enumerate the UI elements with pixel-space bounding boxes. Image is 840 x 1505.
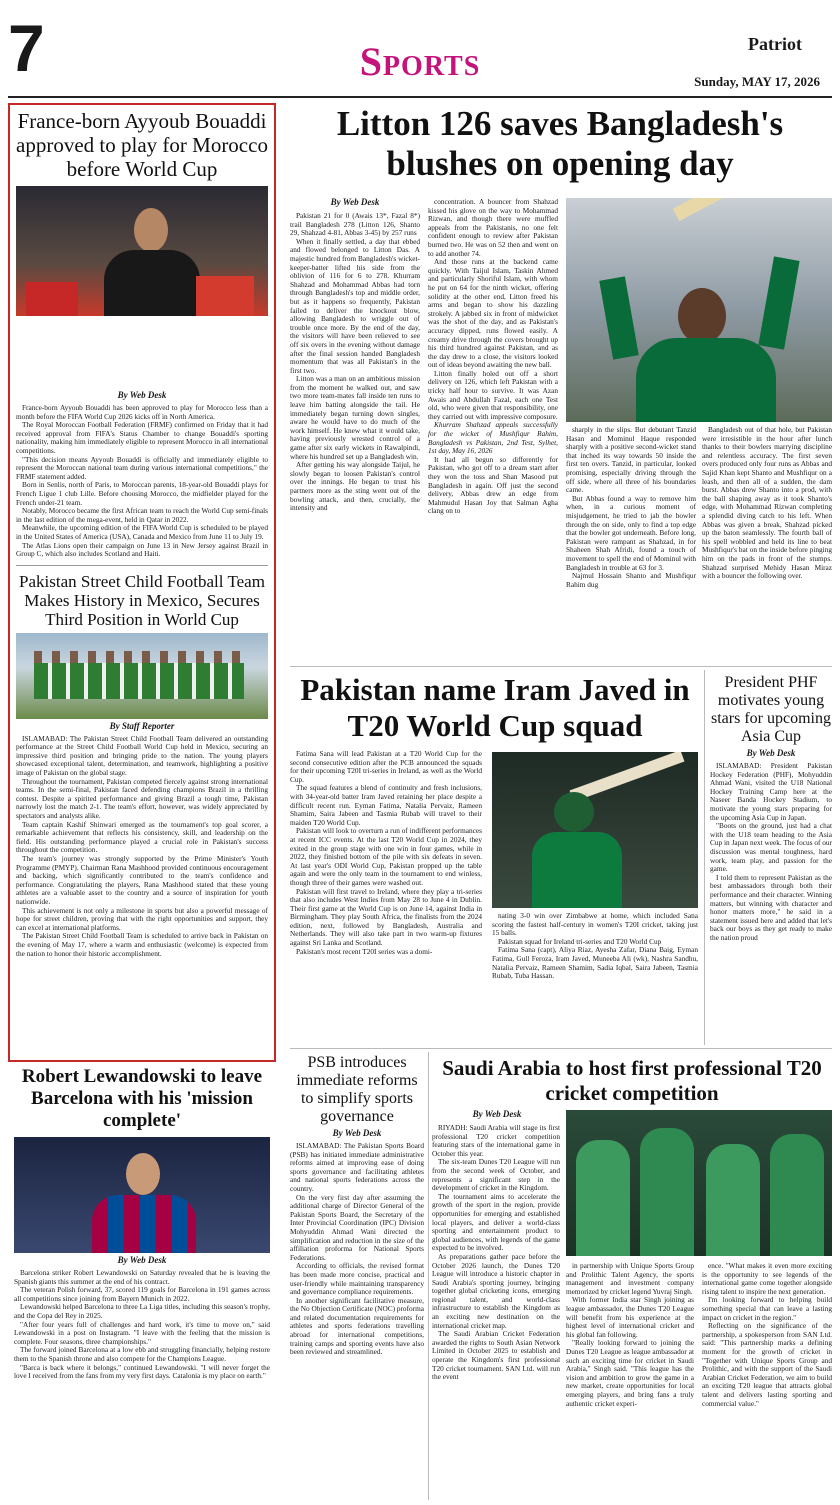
paragraph: With former India star Singh joining as league ambassador, the Dunes T20 League will benefit from his experience at the highest level of international cricket and his global fan following. [566,1295,694,1339]
section-title: Sports [359,39,481,84]
paragraph: Team captain Kashif Shinwari emerged as the tournament's top goal scorer, a remarkable achievement that reflects his consistency, skill, and leadership on the field. His outstanding performance played a crucial role in Pakistan's success throughout the competition. [16,819,268,855]
article-lewandowski [8,1060,276,1500]
paragraph: Born in Senlis, north of Paris, to Moroccan parents, 18-year-old Bouaddi plays for French Ligue 1 club Lille. Before choosing Morocco, the midfielder played for the French under-21 team. [16,480,268,507]
paragraph: "Boots on the ground, just had a chat with the U18 team heading to the Asia Cup in Japan next week. The focus of our discussion was mental toughness, hard work, team play, and passion for the game. [710,821,832,874]
saudi-cricket-players-photo [566,1110,832,1256]
paragraph: The Royal Moroccan Football Federation (FRMF) confirmed on Friday that it had received approval from FIFA's Status Chamber to change Bouaddi's sporting nationality, making him immediately eligible to represent Morocco in all international competitions. [16,420,268,455]
paragraph: Litton finally holed out off a short delivery on 126, which left Pakistan with a tricky half hour to survive. It was Azan Awais and Abdullah Fazal, each one Test old, who were given that responsibility, one they carried out with impressive composure. [428,368,558,421]
brand-logo: Patriot [748,34,802,54]
paragraph: The Saudi Arabian Cricket Federation awarded the rights to South Asian Network Limited in October 2025 to establish and operate the Kingdom's first professional T20 cricket tournament. SAN Ltd. will run the event [432,1329,560,1382]
byline: By Web Desk [330,197,380,207]
paragraph: The veteran Polish forward, 37, scored 119 goals for Barcelona in 191 games across all competitions since joining from Bayern Munich in 2022. [14,1285,270,1303]
article-body-col-1 [290,212,420,513]
paragraph: But Abbas found a way to remove him when, in a curious moment of misjudgement, he tried to jab the bowler through the on side, only to find a top edge that the bowler got underneath. Before long, Pakistan were rampant as Shahzad, in for Shaheen Shah Afridi, found a touch of movement to spell the end of Mominul with Bangladesh in trouble at 63 for 3. [566,493,696,572]
cricket-batter-photo [492,752,698,908]
article-body-col-2 [492,912,698,981]
article-body-col-2 [566,1262,694,1408]
paragraph: According to officials, the revised format has been made more concise, practical and user-friendly while maintaining transparency and governance compliance requirements. [290,1261,424,1297]
article-phf [710,674,832,942]
masthead-rule [8,96,832,98]
article-body [16,735,268,958]
byline: By Web Desk [746,748,796,758]
byline: By Web Desk [332,1128,382,1138]
article-body-col-3 [702,1262,832,1408]
article-body-col-4 [702,426,832,581]
paragraph: Litton was a man on an ambitious mission from the moment he walked out, and saw two more team-mates fall inside ten runs to leave him batting alongside the tail. He immediately began turning down singles, aware he would have to do much of the work himself. He knew what it would take, having previously wrested control of a game after six early wickets in Rawalpindi, where his hundred set up a Bangladesh win. [290,374,420,461]
paragraph: Bangladesh out of that hole, but Pakistan were irresistible in the hour after lunch thanks to their bowlers marrying discipline and relentless accuracy. The first seven overs produced only four runs as Abbas and Sajid Khan kept Shanto and Mushfiqur on a leash, and then all of a sudden, the dam burst. Abbas drew Shanto into a prod, with the ball shaping away as it took Shanto's edge, with Mohammad Rizwan completing a splendid diving catch to his left. When Abbas was given a break, Shahzad picked up the baton seamlessly. The fourth ball of his spell wobbled and held its line to beat Mushfiqur's bat on the inside before pinging him on the pads in front of the stumps. Shahzad surprised Mehidy Hasan Miraz with a bouncer the following over. [702,425,832,581]
paragraph: Pakistan's most recent T20I series was a domi- [296,946,433,956]
paragraph: Pakistan will look to overturn a run of indifferent performances at recent ICC events. At the last T20 World Cup in 2024, they exited in the group stage with one win in four games, while in 2022, they finished bottom of the pile with six defeats in seven. At last year's ODI World Cup, Pakistan propped up the table again and were the only team in the tournament to end winless, though three of their games were washed out. [290,826,482,887]
paragraph: I told them to represent Pakistan as the best ambassadors through both their performance and their character. Winning matters, but winning with character and honor matters more," he said in a statement issued here and added that let's back our boys as they get ready to make the nation proud [710,872,832,942]
paragraph: Pakistan will first travel to Ireland, where they play a tri-series that also includes West Indies from May 28 to June 4 in Dublin. Their first game at the World Cup is on June 14, against India in Birmingham. They play South Africa, the finalists from the 2024 edition, next, followed by Bangladesh, Australia and Netherlands. They will also take part in two warm-up fixtures against Sri Lanka and Scotland. [290,886,482,948]
headline: Litton 126 saves Bangladesh's blushes on opening day [336,104,784,183]
headline: Robert Lewandowski to leave Barcelona with his 'mission complete' [21,1066,263,1131]
paragraph: France-born Ayyoub Bouaddi has been approved to play for Morocco less than a month before the FIFA World Cup 2026 kicks off in North America. [16,403,268,421]
paragraph: I'm looking forward to helping build something special that can leave a lasting impact on cricket in the region." [702,1295,832,1322]
article-body-col-1 [290,750,482,956]
divider [290,1048,832,1049]
photo-caption: Khurram Shahzad appeals successfully for the wicket of Mushfiqur Rahim, Bangladesh vs Pakistan, 2nd Test, Sylhet, 1st day, May 16, 2026 [428,420,558,456]
article-body [14,1269,270,1381]
byline: By Staff Reporter [109,720,175,731]
paragraph: The six-team Dunes T20 League will run from the second week of October, and represents a significant step in the development of cricket in the Kingdom. [432,1157,560,1193]
paragraph: in partnership with Unique Sports Group and Prolithic Talent Agency, the sports management and investment company memorized by cricket legend Yuvraj Singh. [566,1261,694,1296]
divider [704,670,705,1045]
article-body-col-3 [566,426,696,589]
article-body-col-2 [428,198,558,516]
paragraph: The Pakistan Street Child Football Team is scheduled to arrive back in Pakistan on the evening of May 17, where a warm and enthusiastic (welcome) is expected from the nation to honor their historic accomplishment. [16,931,268,958]
paragraph: Pakistan squad for Ireland tri-series and T20 World Cup [498,936,662,946]
headline: PSB introduces immediate reforms to simplify sports governance [296,1054,418,1125]
paragraph: The Atlas Lions open their campaign on June 13 in New Jersey against Brazil in Group C, which also includes Scotland and Haiti. [16,540,268,559]
headline: President PHF motivates young stars for upcoming Asia Cup [711,674,831,745]
paragraph: The tournament aims to accelerate the growth of the sport in the region, provide opportunities for emerging and established local players, and deliver a world-class sporting and entertainment product to global audiences, with legends of the game expected to be involved. [432,1191,560,1253]
paragraph: The forward joined Barcelona at a low ebb and struggling financially, helping restore them to the Spanish throne and also compete for the Champions League. [14,1345,270,1363]
paragraph: "This decision means Ayyoub Bouaddi is officially and immediately eligible to represent the Moroccan national team during various international competitions," the FRMF statement added. [16,454,268,481]
paragraph: "Really looking forward to joining the Dunes T20 League as league ambassador at such an exciting time for cricket in Saudi Arabia," Singh said. "This league has the vision and ambition to grow the game in a new market, create opportunities for local emerging players, and bring fans a truly authentic cricket experi- [566,1338,694,1408]
issue-date: Sunday, MAY 17, 2026 [694,74,820,89]
paragraph: "After four years full of challenges and hard work, it's time to move on," said Lewandowski in a post on Instagram. "I leave with the feeling that the mission is complete. Four seasons, three championships." [14,1319,270,1346]
paragraph: sharply in the slips. But debutant Tanzid Hasan and Mominul Haque responded sharply with a positive second-wicket stand that inched its way towards 50 inside the first ten overs. Tanzid, in particular, looked promising, especially driving through the off side, where all three of his boundaries came. [566,425,696,495]
paragraph: nating 3-0 win over Zimbabwe at home, which included Sana scoring the fastest half-century in women's T20I cricket, taking just 15 balls. [492,911,698,938]
paragraph: When it finally settled, a day that ebbed and flowed belonged to Litton Das. A majestic hundred from Bangladesh's wicket-keeper-batter lifted his side from the oblivion of 116 for 6 to 278. Khurram Shahzad and Mohammad Abbas had torn through Bangladesh's top and middle order, but as it happens so frequently, Pakistan failed to deliver the knockout blow, allowing Bangladesh to wriggle out of trouble once more. By the end of the day, the visitors will have been relieved to see off six overs in the evening without damage after the final session handed Bangladesh momentum that was all Pakistan's in the first two. [290,236,420,375]
paragraph: And those runs at the backend came quickly. With Taijul Islam, Taskin Ahmed and particularly Shoriful Islam, with whom he put on 64 for the ninth wicket, offering solidity at the other end, Litton freed his arms and began to show his dazzling strokely. A jabbed six in front of midwicket was the shot of the day, and as Pakistan's accuracy dipped, runs flowed easily. A creamy drive through the covers brought up his third hundred against Pakistan, and as the day drew to a close, the visitors looked out of ideas beyond awaiting the new ball. [428,257,558,370]
paragraph: It had all begun so differently for Pakistan, who got off to a dream start after they won the toss and Shan Masood put Bangladesh in again. Off just the second delivery, Abbas drew an edge from Mahmudul Hasan Joy that Salman Agha clang on to [428,454,558,516]
paragraph: This achievement is not only a milestone in sports but also a powerful message of hope for street children, proving that with the right opportunities and support, they can excel at international platforms. [16,905,268,932]
headline: France-born Ayyoub Bouaddi approved to play for Morocco before World Cup [16,109,268,181]
paragraph: In another significant facilitative measure, the No Objection Certificate (NOC) proforma and related documentation requirements for athletes and sports federations travelling abroad for international competitions, training camps and sporting events have also been reviewed and streamlined. [290,1295,424,1357]
byline: By Web Desk [472,1109,522,1119]
paragraph: On the very first day after assuming the additional charge of Director General of the Pakistan Sports Board, the Secretary of the Inter Provincial Coordination (IPC) Division Mohyuddin Ahmad Wani directed the simplification and reduction in the size of the affiliation proforma for National Sports Federations. [290,1192,424,1262]
page-number: 7 [8,11,45,85]
paragraph: Pakistan 21 for 0 (Awais 13*, Fazal 8*) trail Bangladesh 278 (Litton 126, Shanto 29, Shahzad 4-81, Abbas 3-45) by 257 runs [290,211,420,238]
headline: Pakistan name Iram Javed in T20 World Cup squad [300,672,690,743]
headline: Pakistan Street Child Football Team Makes History in Mexico, Secures Third Position in World Cup [19,571,265,629]
paragraph: ISLAMABAD: The Pakistan Street Child Football Team delivered an outstanding performance at the Street Child Football World Cup held in Mexico, securing an impressive third position and bringing pride to the nation. The young players showcased exceptional talent, determination, and teamwork, highlighting a positive image of Pakistan on the global stage. [16,733,268,778]
paragraph: RIYADH: Saudi Arabia will stage its first professional T20 cricket competition featuring stars of the international game in October this year. [432,1123,560,1158]
paragraph: Lewandowski helped Barcelona to three La Liga titles, including this season's trophy, and the Copa del Rey in 2025. [14,1302,270,1320]
byline: By Web Desk [117,1255,167,1265]
paragraph: "Barca is back where it belongs," continued Lewandowski. "I will never forget the love I received from the fans from my very first days. Catalonia is my place on earth." [14,1362,270,1381]
paragraph: The team's journey was strongly supported by the Prime Minister's Youth Programme (PMYP). Chairman Rana Mashhood provided continuous encouragement and backing, which significantly contributed to the team's confidence and performance. Congratulating the players, Rana Mashhood stated that these young athletes are a valuable asset to the country and a source of inspiration for youth nationwide. [16,854,268,906]
paragraph: Meanwhile, the upcoming edition of the FIFA World Cup is scheduled to be played in the United States of America (USA), Canada and Mexico from June 11 to July 19. [16,523,268,541]
paragraph: Fatima Sana (capt), Aliya Riaz, Ayesha Zafar, Diana Baig, Eyman Fatima, Gull Feroza, Iram Javed, Muneeba Ali (wk), Nashra Sandhu, Natalia Pervaiz, Rameen Shamim, Sadia Iqbal, Saira Jabeen, Tasmia Rubab, Tuba Hassan. [492,945,698,981]
lewandowski-photo [14,1137,270,1253]
paragraph: concentration. A bouncer from Shahzad kissed his glove on the way to Mohammad Rizwan, and though there were muffled appeals from the Pakistanis, no one felt confident enough to review after Pakistan burned two. He was on 52 then and went on to add another 74. [428,197,558,258]
paragraph: ence. "What makes it even more exciting is the opportunity to see legends of the international game come together alongside rising talent to inspire the next generation. [702,1261,832,1296]
paragraph: After getting his way alongside Taijul, he slowly began to loosen Pakistan's control over the innings. He began to trust his partners more as the sting went out of the bowling attack, and then, crucially, the intensity and [290,460,420,513]
litton-celebration-photo [566,198,832,422]
article-body-col-1 [432,1124,560,1382]
byline: By Web Desk [117,390,167,400]
paragraph: Najmul Hossain Shanto and Mushfiqur Rahim dug [566,571,696,589]
divider [428,1052,429,1500]
headline: Saudi Arabia to host first professional T20 cricket competition [442,1056,822,1105]
paragraph: Reflecting on the significance of the partnership, a spokesperson from SAN Ltd. said: "This partnership marks a defining moment for the growth of cricket in "Together with Unique Sports Group and Prolithic, and with the support of the Saudi Arabian Cricket Federation, we aim to build an exciting T20 league that attracts global talent and delivers lasting sporting and commercial value." [702,1321,832,1408]
paragraph: ISLAMABAD: President Pakistan Hockey Federation (PHF), Mohyuddin Ahmad Wani, visited the U18 National Hockey Training Camp here at the Naseer Banda Hockey Stadium, to motivate the young stars preparing for the upcoming Asia Cup in Japan. [710,761,832,822]
paragraph: Throughout the tournament, Pakistan competed fiercely against strong international teams. In the semi-final, Pakistan faced defending champions Brazil in a thrilling contest. Despite a spirited performance and giving Brazil a tough time, Pakistan narrowly lost the match 2-1. The team's effort, however, was widely appreciated by spectators and analysts alike. [16,776,268,821]
article-psb [290,1054,424,1357]
divider [290,666,832,667]
paragraph: Barcelona striker Robert Lewandowski on Saturday revealed that he is leaving the Spanish giants this summer at the end of his contract. [14,1268,270,1286]
bouaddi-photo [16,186,268,316]
paragraph: Fatima Sana will lead Pakistan at a T20 World Cup for the second consecutive edition after the PCB announced the squads for their upcoming T20I tri-series in Ireland, as well as the World Cup. [290,749,482,784]
paragraph: As preparations gather pace before the October 2026 launch, the Dunes T20 League will introduce a historic chapter in Saudi Arabia's sporting journey, bringing together global cricketing icons, emerging regional talent, and world-class infrastructure to establish the Kingdom as an exciting new destination on the international cricket map. [432,1251,560,1330]
article-body [16,404,268,559]
paragraph: The squad features a blend of continuity and fresh inclusions, with 34-year-old batter Iram Javed retaining her place despite a difficult recent run. Eyman Fatima, Natalia Pervaiz, Rameen Shamim, Saira Jabeen and Tasmia Rubab will travel to their maiden T20 World Cup. [290,783,482,827]
street-child-team-photo [16,633,268,719]
paragraph: Notably, Morocco became the first African team to reach the World Cup semi-finals in the last edition of the mega-event, held in Qatar in 2022. [16,506,268,524]
divider [16,565,268,566]
paragraph: ISLAMABAD: The Pakistan Sports Board (PSB) has initiated immediate administrative reforms aimed at improving ease of doing sports governance and facilitating athletes and national sports federations across the country. [290,1141,424,1193]
